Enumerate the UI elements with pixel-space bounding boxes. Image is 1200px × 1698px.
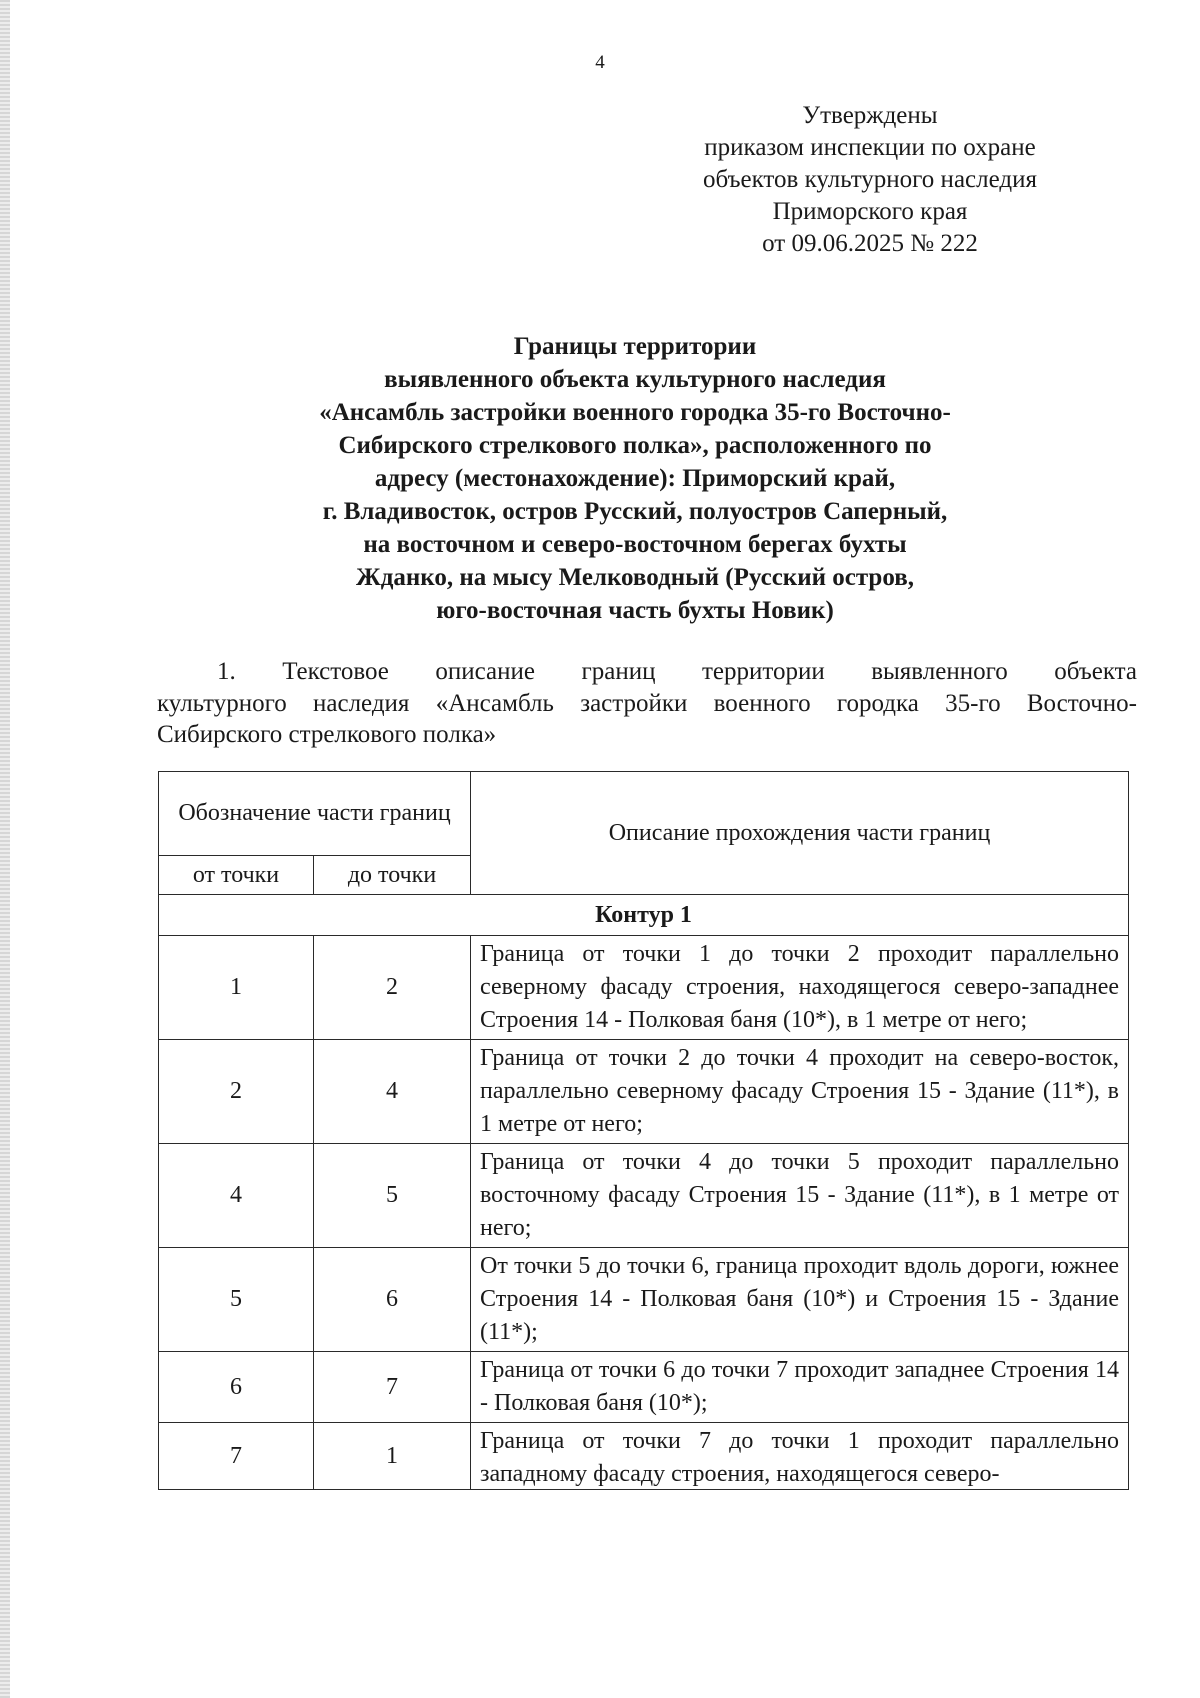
section-paragraph bbox=[157, 656, 1137, 751]
table-row bbox=[159, 1144, 1129, 1248]
to-point-cell: 1 bbox=[314, 1423, 471, 1490]
contour-label: Контур 1 bbox=[159, 895, 1129, 936]
approval-line: Приморского края bbox=[772, 198, 968, 225]
from-point-cell: 7 bbox=[159, 1423, 314, 1490]
header-to-point: до точки bbox=[314, 856, 471, 895]
title-line: на восточном и северо-восточном берегах бухты bbox=[363, 531, 907, 558]
table-row bbox=[159, 936, 1129, 1040]
title-line: юго-восточная часть бухты Новик) bbox=[436, 597, 834, 624]
scan-edge bbox=[0, 0, 10, 1698]
paragraph-line: 1. Текстовое описание границ территории выявленного объекта bbox=[217, 658, 1137, 685]
title-line: выявленного объекта культурного наследия bbox=[384, 366, 886, 393]
description-text: Граница от точки 7 до точки 1 проходит параллельно западному фасаду строения, находящегося северо- bbox=[480, 1428, 1120, 1487]
description-cell: Граница от точки 1 до точки 2 проходит параллельно северному фасаду строения, находящегося северо-западнее Строения 14 - Полковая баня (10*), в 1 метре от него; bbox=[471, 936, 1129, 1040]
title-line: Жданко, на мысу Мелководный (Русский остров, bbox=[356, 564, 914, 591]
page-number: 4 bbox=[595, 52, 605, 73]
to-point-cell: 5 bbox=[314, 1144, 471, 1248]
title-line: адресу (местонахождение): Приморский край, bbox=[374, 465, 896, 492]
from-point-cell: 2 bbox=[159, 1040, 314, 1144]
header-from-point: от точки bbox=[159, 856, 314, 895]
approval-block bbox=[640, 100, 1100, 260]
table-row bbox=[159, 1248, 1129, 1352]
from-point-cell: 6 bbox=[159, 1352, 314, 1423]
approval-line: приказом инспекции по охране bbox=[704, 134, 1036, 161]
header-boundary-part: Обозначение части границ bbox=[159, 772, 471, 856]
approval-line: Утверждены bbox=[802, 102, 938, 129]
title-line: Сибирского стрелкового полка», расположенного по bbox=[338, 432, 932, 459]
to-point-cell: 6 bbox=[314, 1248, 471, 1352]
description-cell: Граница от точки 4 до точки 5 проходит параллельно восточному фасаду Строения 15 - Здание (11*), в 1 метре от него; bbox=[471, 1144, 1129, 1248]
to-point-cell: 4 bbox=[314, 1040, 471, 1144]
document-title bbox=[150, 330, 1120, 627]
title-line: Границы территории bbox=[513, 333, 757, 360]
from-point-cell: 1 bbox=[159, 936, 314, 1040]
boundary-table bbox=[158, 771, 1129, 1490]
from-point-cell: 5 bbox=[159, 1248, 314, 1352]
approval-line: объектов культурного наследия bbox=[703, 166, 1037, 193]
approval-line: от 09.06.2025 № 222 bbox=[762, 230, 978, 257]
table-row bbox=[159, 1423, 1129, 1490]
table-row bbox=[159, 1040, 1129, 1144]
title-line: г. Владивосток, остров Русский, полуостров Саперный, bbox=[322, 498, 948, 525]
description-cell: Граница от точки 6 до точки 7 проходит западнее Строения 14 - Полковая баня (10*); bbox=[471, 1352, 1129, 1423]
to-point-cell: 2 bbox=[314, 936, 471, 1040]
table-row bbox=[159, 1352, 1129, 1423]
header-description: Описание прохождения части границ bbox=[471, 772, 1129, 895]
description-cell bbox=[471, 1423, 1129, 1490]
paragraph-line: Сибирского стрелкового полка» bbox=[157, 721, 497, 748]
description-cell: От точки 5 до точки 6, граница проходит вдоль дороги, южнее Строения 14 - Полковая баня (10*) и Строения 15 - Здание (11*); bbox=[471, 1248, 1129, 1352]
paragraph-line: культурного наследия «Ансамбль застройки военного городка 35-го Восточно- bbox=[157, 689, 1137, 717]
title-line: «Ансамбль застройки военного городка 35-го Восточно- bbox=[319, 399, 951, 426]
to-point-cell: 7 bbox=[314, 1352, 471, 1423]
from-point-cell: 4 bbox=[159, 1144, 314, 1248]
description-cell: Граница от точки 2 до точки 4 проходит на северо-восток, параллельно северному фасаду Строения 15 - Здание (11*), в 1 метре от него; bbox=[471, 1040, 1129, 1144]
